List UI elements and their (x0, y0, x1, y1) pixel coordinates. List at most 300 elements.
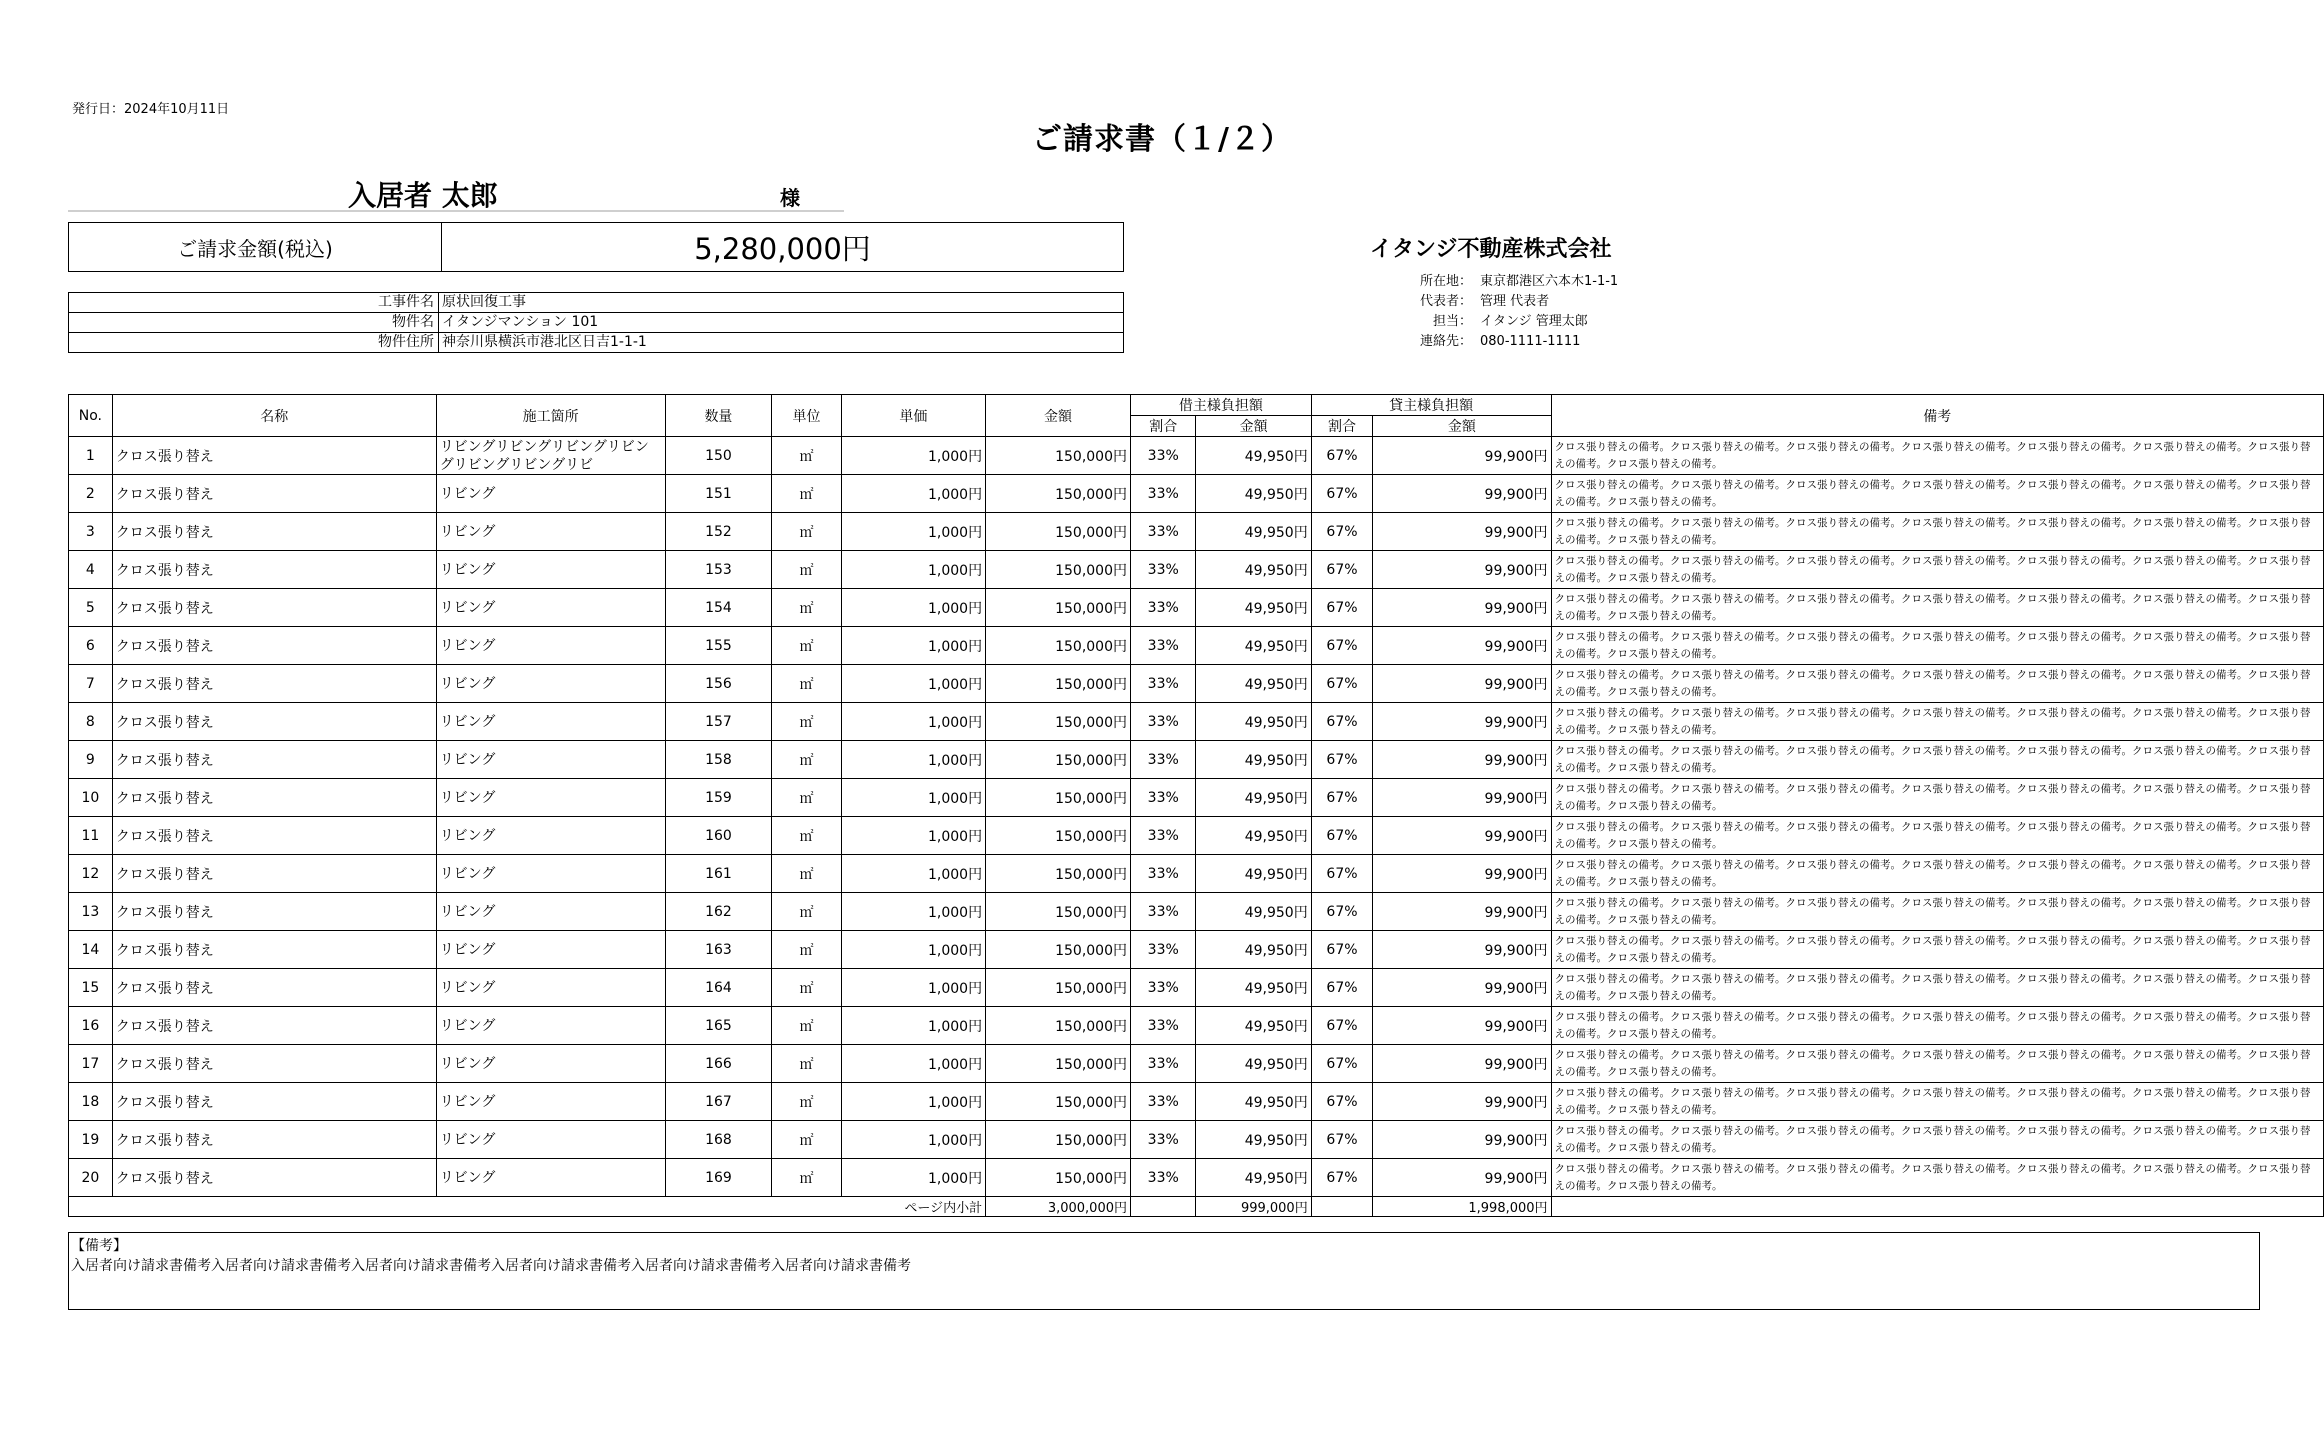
cell-name: クロス張り替え (112, 969, 436, 1007)
cell-name: クロス張り替え (112, 703, 436, 741)
cell-amount: 150,000円 (986, 551, 1131, 589)
cell-tenant-ratio: 33% (1131, 589, 1196, 627)
cell-owner-ratio: 67% (1311, 855, 1373, 893)
cell-no: 16 (69, 1007, 113, 1045)
header-note: 備考 (1551, 395, 2323, 437)
project-label: 工事件名 (69, 293, 439, 312)
header-unit: 単位 (772, 395, 841, 437)
cell-place: リビング (436, 703, 665, 741)
cell-name: クロス張り替え (112, 1121, 436, 1159)
cell-owner-amount: 99,900円 (1373, 475, 1551, 513)
cell-unit: ㎡ (772, 475, 841, 513)
cell-place: リビング (436, 893, 665, 931)
cell-tenant-amount: 49,950円 (1196, 703, 1311, 741)
cell-quantity: 151 (665, 475, 772, 513)
cell-owner-ratio: 67% (1311, 1045, 1373, 1083)
company-info-row (1380, 312, 1618, 332)
cell-unit-price: 1,000円 (841, 1045, 985, 1083)
recipient-honorific: 様 (780, 186, 800, 210)
cell-amount: 150,000円 (986, 779, 1131, 817)
header-tenant-burden: 借主様負担額 (1131, 395, 1312, 416)
cell-quantity: 156 (665, 665, 772, 703)
cell-tenant-amount: 49,950円 (1196, 437, 1311, 475)
subtotal-label: ページ内小計 (69, 1197, 986, 1217)
cell-place: リビング (436, 779, 665, 817)
cell-owner-ratio: 67% (1311, 1121, 1373, 1159)
company-info-value: イタンジ 管理太郎 (1480, 314, 1588, 329)
cell-quantity: 164 (665, 969, 772, 1007)
cell-amount: 150,000円 (986, 627, 1131, 665)
cell-amount: 150,000円 (986, 741, 1131, 779)
cell-no: 2 (69, 475, 113, 513)
table-row (69, 551, 2324, 589)
table-row (69, 1121, 2324, 1159)
cell-tenant-amount: 49,950円 (1196, 665, 1311, 703)
cell-tenant-ratio: 33% (1131, 817, 1196, 855)
cell-no: 20 (69, 1159, 113, 1197)
cell-tenant-amount: 49,950円 (1196, 513, 1311, 551)
cell-note: クロス張り替えの備考。クロス張り替えの備考。クロス張り替えの備考。クロス張り替えの備考。クロス張り替えの備考。クロス張り替えの備考。クロス張り替えの備考。クロス張り替えの備考。 (1551, 817, 2323, 855)
header-owner-ratio: 割合 (1311, 416, 1373, 437)
cell-unit-price: 1,000円 (841, 437, 985, 475)
remarks-text: 入居者向け請求書備考入居者向け請求書備考入居者向け請求書備考入居者向け請求書備考入居者向け請求書備考入居者向け請求書備考 (71, 1258, 911, 1274)
issue-date: 発行日：2024年10月11日 (72, 102, 230, 117)
cell-amount: 150,000円 (986, 703, 1131, 741)
cell-tenant-ratio: 33% (1131, 893, 1196, 931)
cell-owner-amount: 99,900円 (1373, 817, 1551, 855)
cell-owner-ratio: 67% (1311, 893, 1373, 931)
cell-tenant-ratio: 33% (1131, 665, 1196, 703)
subtotal-row (69, 1197, 2324, 1217)
cell-unit: ㎡ (772, 817, 841, 855)
cell-tenant-amount: 49,950円 (1196, 1007, 1311, 1045)
company-info-value: 東京都港区六本木1-1-1 (1480, 274, 1619, 289)
cell-tenant-amount: 49,950円 (1196, 475, 1311, 513)
cell-unit: ㎡ (772, 1159, 841, 1197)
cell-no: 4 (69, 551, 113, 589)
cell-owner-amount: 99,900円 (1373, 1007, 1551, 1045)
cell-tenant-amount: 49,950円 (1196, 779, 1311, 817)
project-label: 物件住所 (69, 333, 439, 352)
project-value: 神奈川県横浜市港北区日吉1-1-1 (442, 334, 647, 350)
cell-no: 10 (69, 779, 113, 817)
cell-quantity: 161 (665, 855, 772, 893)
cell-quantity: 152 (665, 513, 772, 551)
project-info-box (68, 292, 1124, 353)
cell-name: クロス張り替え (112, 1083, 436, 1121)
cell-owner-ratio: 67% (1311, 741, 1373, 779)
cell-amount: 150,000円 (986, 893, 1131, 931)
header-tenant-ratio: 割合 (1131, 416, 1196, 437)
header-place: 施工箇所 (436, 395, 665, 437)
cell-unit-price: 1,000円 (841, 741, 985, 779)
cell-amount: 150,000円 (986, 589, 1131, 627)
cell-name: クロス張り替え (112, 665, 436, 703)
cell-unit: ㎡ (772, 1121, 841, 1159)
cell-no: 14 (69, 931, 113, 969)
cell-no: 11 (69, 817, 113, 855)
cell-owner-ratio: 67% (1311, 437, 1373, 475)
recipient-name: 入居者 太郎 (348, 179, 498, 212)
project-value: 原状回復工事 (442, 294, 526, 310)
table-row (69, 931, 2324, 969)
table-row (69, 1045, 2324, 1083)
cell-unit: ㎡ (772, 703, 841, 741)
cell-owner-amount: 99,900円 (1373, 437, 1551, 475)
cell-no: 1 (69, 437, 113, 475)
cell-note: クロス張り替えの備考。クロス張り替えの備考。クロス張り替えの備考。クロス張り替えの備考。クロス張り替えの備考。クロス張り替えの備考。クロス張り替えの備考。クロス張り替えの備考。 (1551, 1045, 2323, 1083)
cell-amount: 150,000円 (986, 437, 1131, 475)
cell-amount: 150,000円 (986, 1083, 1131, 1121)
company-info-label: 連絡先： (1419, 334, 1472, 349)
cell-owner-amount: 99,900円 (1373, 1045, 1551, 1083)
billing-amount-label: ご請求金額(税込) (69, 223, 442, 271)
cell-unit: ㎡ (772, 437, 841, 475)
cell-place: リビング (436, 855, 665, 893)
line-items-body (69, 437, 2324, 1197)
cell-owner-amount: 99,900円 (1373, 1083, 1551, 1121)
cell-owner-ratio: 67% (1311, 703, 1373, 741)
cell-no: 18 (69, 1083, 113, 1121)
cell-tenant-amount: 49,950円 (1196, 969, 1311, 1007)
cell-owner-ratio: 67% (1311, 931, 1373, 969)
cell-owner-amount: 99,900円 (1373, 1159, 1551, 1197)
table-row (69, 1007, 2324, 1045)
project-row (69, 293, 1123, 313)
cell-owner-amount: 99,900円 (1373, 551, 1551, 589)
cell-no: 15 (69, 969, 113, 1007)
cell-tenant-ratio: 33% (1131, 437, 1196, 475)
cell-place: リビング (436, 931, 665, 969)
cell-unit: ㎡ (772, 1045, 841, 1083)
cell-no: 19 (69, 1121, 113, 1159)
cell-quantity: 153 (665, 551, 772, 589)
cell-name: クロス張り替え (112, 817, 436, 855)
cell-tenant-ratio: 33% (1131, 1121, 1196, 1159)
cell-owner-ratio: 67% (1311, 1007, 1373, 1045)
cell-owner-ratio: 67% (1311, 627, 1373, 665)
cell-quantity: 150 (665, 437, 772, 475)
cell-place: リビング (436, 551, 665, 589)
header-owner-burden: 貸主様負担額 (1311, 395, 1551, 416)
cell-place: リビング (436, 627, 665, 665)
subtotal-owner-amount: 1,998,000円 (1373, 1197, 1551, 1217)
subtotal-empty (1311, 1197, 1373, 1217)
cell-tenant-amount: 49,950円 (1196, 1045, 1311, 1083)
project-row (69, 333, 1123, 352)
cell-quantity: 160 (665, 817, 772, 855)
header-no: No. (69, 395, 113, 437)
company-info (1380, 272, 1618, 352)
billing-amount-value: 5,280,000円 (694, 231, 871, 266)
cell-name: クロス張り替え (112, 475, 436, 513)
cell-unit: ㎡ (772, 1083, 841, 1121)
cell-owner-amount: 99,900円 (1373, 703, 1551, 741)
cell-note: クロス張り替えの備考。クロス張り替えの備考。クロス張り替えの備考。クロス張り替えの備考。クロス張り替えの備考。クロス張り替えの備考。クロス張り替えの備考。クロス張り替えの備考。 (1551, 969, 2323, 1007)
cell-note: クロス張り替えの備考。クロス張り替えの備考。クロス張り替えの備考。クロス張り替えの備考。クロス張り替えの備考。クロス張り替えの備考。クロス張り替えの備考。クロス張り替えの備考。 (1551, 703, 2323, 741)
cell-unit-price: 1,000円 (841, 551, 985, 589)
cell-unit: ㎡ (772, 551, 841, 589)
cell-unit-price: 1,000円 (841, 893, 985, 931)
cell-tenant-ratio: 33% (1131, 513, 1196, 551)
header-amount: 金額 (986, 395, 1131, 437)
cell-owner-amount: 99,900円 (1373, 589, 1551, 627)
cell-tenant-amount: 49,950円 (1196, 931, 1311, 969)
table-row (69, 969, 2324, 1007)
cell-tenant-ratio: 33% (1131, 1045, 1196, 1083)
remarks-box (68, 1232, 2260, 1310)
cell-note: クロス張り替えの備考。クロス張り替えの備考。クロス張り替えの備考。クロス張り替えの備考。クロス張り替えの備考。クロス張り替えの備考。クロス張り替えの備考。クロス張り替えの備考。 (1551, 1083, 2323, 1121)
cell-place: リビング (436, 1007, 665, 1045)
project-label: 物件名 (69, 313, 439, 332)
cell-unit-price: 1,000円 (841, 1121, 985, 1159)
cell-amount: 150,000円 (986, 1045, 1131, 1083)
company-info-row (1380, 292, 1618, 312)
table-row (69, 475, 2324, 513)
cell-owner-amount: 99,900円 (1373, 627, 1551, 665)
cell-name: クロス張り替え (112, 627, 436, 665)
cell-no: 7 (69, 665, 113, 703)
document-title: ご請求書（１/２） (1032, 122, 1292, 157)
cell-place: リビング (436, 1083, 665, 1121)
cell-tenant-amount: 49,950円 (1196, 893, 1311, 931)
cell-note: クロス張り替えの備考。クロス張り替えの備考。クロス張り替えの備考。クロス張り替えの備考。クロス張り替えの備考。クロス張り替えの備考。クロス張り替えの備考。クロス張り替えの備考。 (1551, 551, 2323, 589)
cell-tenant-amount: 49,950円 (1196, 589, 1311, 627)
cell-owner-ratio: 67% (1311, 475, 1373, 513)
cell-quantity: 165 (665, 1007, 772, 1045)
line-items-table (68, 394, 2324, 1217)
cell-owner-ratio: 67% (1311, 513, 1373, 551)
company-info-value: 080-1111-1111 (1480, 334, 1581, 349)
table-row (69, 817, 2324, 855)
cell-unit: ㎡ (772, 779, 841, 817)
table-row (69, 741, 2324, 779)
cell-unit-price: 1,000円 (841, 855, 985, 893)
header-quantity: 数量 (665, 395, 772, 437)
table-row (69, 703, 2324, 741)
cell-note: クロス張り替えの備考。クロス張り替えの備考。クロス張り替えの備考。クロス張り替えの備考。クロス張り替えの備考。クロス張り替えの備考。クロス張り替えの備考。クロス張り替えの備考。 (1551, 589, 2323, 627)
cell-amount: 150,000円 (986, 855, 1131, 893)
cell-amount: 150,000円 (986, 513, 1131, 551)
cell-place: リビング (436, 1045, 665, 1083)
cell-no: 12 (69, 855, 113, 893)
cell-unit-price: 1,000円 (841, 475, 985, 513)
cell-unit: ㎡ (772, 855, 841, 893)
cell-unit: ㎡ (772, 513, 841, 551)
cell-amount: 150,000円 (986, 1007, 1131, 1045)
cell-name: クロス張り替え (112, 855, 436, 893)
cell-place: リビング (436, 741, 665, 779)
cell-tenant-ratio: 33% (1131, 855, 1196, 893)
project-row (69, 313, 1123, 333)
cell-owner-amount: 99,900円 (1373, 893, 1551, 931)
cell-owner-amount: 99,900円 (1373, 1121, 1551, 1159)
cell-place: リビングリビングリビングリビングリビングリビングリビ (436, 437, 665, 475)
cell-no: 17 (69, 1045, 113, 1083)
cell-owner-ratio: 67% (1311, 589, 1373, 627)
table-row (69, 627, 2324, 665)
cell-amount: 150,000円 (986, 969, 1131, 1007)
cell-unit-price: 1,000円 (841, 817, 985, 855)
cell-place: リビング (436, 475, 665, 513)
cell-name: クロス張り替え (112, 1007, 436, 1045)
cell-quantity: 166 (665, 1045, 772, 1083)
cell-amount: 150,000円 (986, 665, 1131, 703)
cell-unit: ㎡ (772, 1007, 841, 1045)
cell-unit: ㎡ (772, 741, 841, 779)
cell-quantity: 155 (665, 627, 772, 665)
cell-name: クロス張り替え (112, 741, 436, 779)
cell-owner-amount: 99,900円 (1373, 855, 1551, 893)
company-info-label: 担当： (1432, 314, 1472, 329)
company-info-label: 所在地： (1419, 274, 1472, 289)
cell-unit: ㎡ (772, 969, 841, 1007)
cell-note: クロス張り替えの備考。クロス張り替えの備考。クロス張り替えの備考。クロス張り替えの備考。クロス張り替えの備考。クロス張り替えの備考。クロス張り替えの備考。クロス張り替えの備考。 (1551, 437, 2323, 475)
table-row (69, 1159, 2324, 1197)
cell-name: クロス張り替え (112, 1159, 436, 1197)
cell-owner-ratio: 67% (1311, 817, 1373, 855)
cell-tenant-amount: 49,950円 (1196, 551, 1311, 589)
cell-quantity: 169 (665, 1159, 772, 1197)
cell-unit-price: 1,000円 (841, 627, 985, 665)
cell-note: クロス張り替えの備考。クロス張り替えの備考。クロス張り替えの備考。クロス張り替えの備考。クロス張り替えの備考。クロス張り替えの備考。クロス張り替えの備考。クロス張り替えの備考。 (1551, 1121, 2323, 1159)
cell-place: リビング (436, 589, 665, 627)
cell-tenant-ratio: 33% (1131, 1007, 1196, 1045)
cell-owner-ratio: 67% (1311, 1159, 1373, 1197)
cell-note: クロス張り替えの備考。クロス張り替えの備考。クロス張り替えの備考。クロス張り替えの備考。クロス張り替えの備考。クロス張り替えの備考。クロス張り替えの備考。クロス張り替えの備考。 (1551, 855, 2323, 893)
subtotal-tenant-amount: 999,000円 (1196, 1197, 1311, 1217)
cell-tenant-amount: 49,950円 (1196, 1121, 1311, 1159)
cell-owner-amount: 99,900円 (1373, 931, 1551, 969)
cell-note: クロス張り替えの備考。クロス張り替えの備考。クロス張り替えの備考。クロス張り替えの備考。クロス張り替えの備考。クロス張り替えの備考。クロス張り替えの備考。クロス張り替えの備考。 (1551, 475, 2323, 513)
cell-note: クロス張り替えの備考。クロス張り替えの備考。クロス張り替えの備考。クロス張り替えの備考。クロス張り替えの備考。クロス張り替えの備考。クロス張り替えの備考。クロス張り替えの備考。 (1551, 513, 2323, 551)
cell-tenant-ratio: 33% (1131, 627, 1196, 665)
cell-note: クロス張り替えの備考。クロス張り替えの備考。クロス張り替えの備考。クロス張り替えの備考。クロス張り替えの備考。クロス張り替えの備考。クロス張り替えの備考。クロス張り替えの備考。 (1551, 741, 2323, 779)
cell-quantity: 167 (665, 1083, 772, 1121)
cell-unit-price: 1,000円 (841, 589, 985, 627)
table-row (69, 855, 2324, 893)
cell-name: クロス張り替え (112, 1045, 436, 1083)
cell-owner-amount: 99,900円 (1373, 779, 1551, 817)
cell-note: クロス張り替えの備考。クロス張り替えの備考。クロス張り替えの備考。クロス張り替えの備考。クロス張り替えの備考。クロス張り替えの備考。クロス張り替えの備考。クロス張り替えの備考。 (1551, 893, 2323, 931)
cell-owner-ratio: 67% (1311, 551, 1373, 589)
cell-owner-ratio: 67% (1311, 665, 1373, 703)
cell-tenant-amount: 49,950円 (1196, 817, 1311, 855)
table-row (69, 589, 2324, 627)
cell-place: リビング (436, 969, 665, 1007)
cell-tenant-ratio: 33% (1131, 931, 1196, 969)
cell-unit-price: 1,000円 (841, 969, 985, 1007)
cell-tenant-amount: 49,950円 (1196, 627, 1311, 665)
cell-name: クロス張り替え (112, 893, 436, 931)
recipient (68, 172, 844, 212)
project-value: イタンジマンション 101 (442, 314, 599, 330)
cell-quantity: 154 (665, 589, 772, 627)
cell-unit-price: 1,000円 (841, 703, 985, 741)
cell-owner-amount: 99,900円 (1373, 969, 1551, 1007)
cell-note: クロス張り替えの備考。クロス張り替えの備考。クロス張り替えの備考。クロス張り替えの備考。クロス張り替えの備考。クロス張り替えの備考。クロス張り替えの備考。クロス張り替えの備考。 (1551, 1007, 2323, 1045)
cell-note: クロス張り替えの備考。クロス張り替えの備考。クロス張り替えの備考。クロス張り替えの備考。クロス張り替えの備考。クロス張り替えの備考。クロス張り替えの備考。クロス張り替えの備考。 (1551, 665, 2323, 703)
billing-amount-box (68, 222, 1124, 272)
cell-unit: ㎡ (772, 589, 841, 627)
cell-owner-amount: 99,900円 (1373, 513, 1551, 551)
company-info-label: 代表者： (1419, 294, 1472, 309)
cell-unit-price: 1,000円 (841, 1007, 985, 1045)
company-name: イタンジ不動産株式会社 (1370, 237, 1612, 262)
cell-unit: ㎡ (772, 627, 841, 665)
cell-unit-price: 1,000円 (841, 779, 985, 817)
cell-note: クロス張り替えの備考。クロス張り替えの備考。クロス張り替えの備考。クロス張り替えの備考。クロス張り替えの備考。クロス張り替えの備考。クロス張り替えの備考。クロス張り替えの備考。 (1551, 779, 2323, 817)
cell-unit-price: 1,000円 (841, 1159, 985, 1197)
cell-owner-amount: 99,900円 (1373, 741, 1551, 779)
cell-tenant-ratio: 33% (1131, 551, 1196, 589)
table-row (69, 893, 2324, 931)
cell-place: リビング (436, 1121, 665, 1159)
cell-quantity: 162 (665, 893, 772, 931)
table-row (69, 665, 2324, 703)
cell-unit: ㎡ (772, 893, 841, 931)
cell-no: 8 (69, 703, 113, 741)
header-name: 名称 (112, 395, 436, 437)
header-tenant-amount: 金額 (1196, 416, 1311, 437)
cell-quantity: 158 (665, 741, 772, 779)
cell-name: クロス張り替え (112, 931, 436, 969)
cell-no: 5 (69, 589, 113, 627)
cell-note: クロス張り替えの備考。クロス張り替えの備考。クロス張り替えの備考。クロス張り替えの備考。クロス張り替えの備考。クロス張り替えの備考。クロス張り替えの備考。クロス張り替えの備考。 (1551, 931, 2323, 969)
cell-name: クロス張り替え (112, 589, 436, 627)
cell-tenant-amount: 49,950円 (1196, 855, 1311, 893)
cell-tenant-ratio: 33% (1131, 741, 1196, 779)
cell-amount: 150,000円 (986, 1159, 1131, 1197)
cell-owner-amount: 99,900円 (1373, 665, 1551, 703)
table-row (69, 1083, 2324, 1121)
cell-no: 6 (69, 627, 113, 665)
cell-unit-price: 1,000円 (841, 665, 985, 703)
company-info-row (1380, 332, 1618, 352)
cell-tenant-ratio: 33% (1131, 1159, 1196, 1197)
cell-tenant-amount: 49,950円 (1196, 1083, 1311, 1121)
table-row (69, 437, 2324, 475)
cell-note: クロス張り替えの備考。クロス張り替えの備考。クロス張り替えの備考。クロス張り替えの備考。クロス張り替えの備考。クロス張り替えの備考。クロス張り替えの備考。クロス張り替えの備考。 (1551, 1159, 2323, 1197)
cell-quantity: 157 (665, 703, 772, 741)
cell-tenant-ratio: 33% (1131, 779, 1196, 817)
cell-no: 9 (69, 741, 113, 779)
cell-amount: 150,000円 (986, 931, 1131, 969)
cell-tenant-ratio: 33% (1131, 703, 1196, 741)
table-row (69, 779, 2324, 817)
cell-owner-ratio: 67% (1311, 779, 1373, 817)
cell-place: リビング (436, 1159, 665, 1197)
cell-amount: 150,000円 (986, 817, 1131, 855)
subtotal-empty (1131, 1197, 1196, 1217)
cell-place: リビング (436, 513, 665, 551)
company-info-row (1380, 272, 1618, 292)
cell-name: クロス張り替え (112, 551, 436, 589)
cell-tenant-ratio: 33% (1131, 969, 1196, 1007)
cell-quantity: 159 (665, 779, 772, 817)
cell-amount: 150,000円 (986, 1121, 1131, 1159)
subtotal-empty (1551, 1197, 2323, 1217)
cell-amount: 150,000円 (986, 475, 1131, 513)
header-unit-price: 単価 (841, 395, 985, 437)
cell-tenant-amount: 49,950円 (1196, 1159, 1311, 1197)
cell-name: クロス張り替え (112, 779, 436, 817)
cell-place: リビング (436, 817, 665, 855)
cell-owner-ratio: 67% (1311, 969, 1373, 1007)
header-owner-amount: 金額 (1373, 416, 1551, 437)
company-info-value: 管理 代表者 (1480, 294, 1550, 309)
cell-unit-price: 1,000円 (841, 513, 985, 551)
